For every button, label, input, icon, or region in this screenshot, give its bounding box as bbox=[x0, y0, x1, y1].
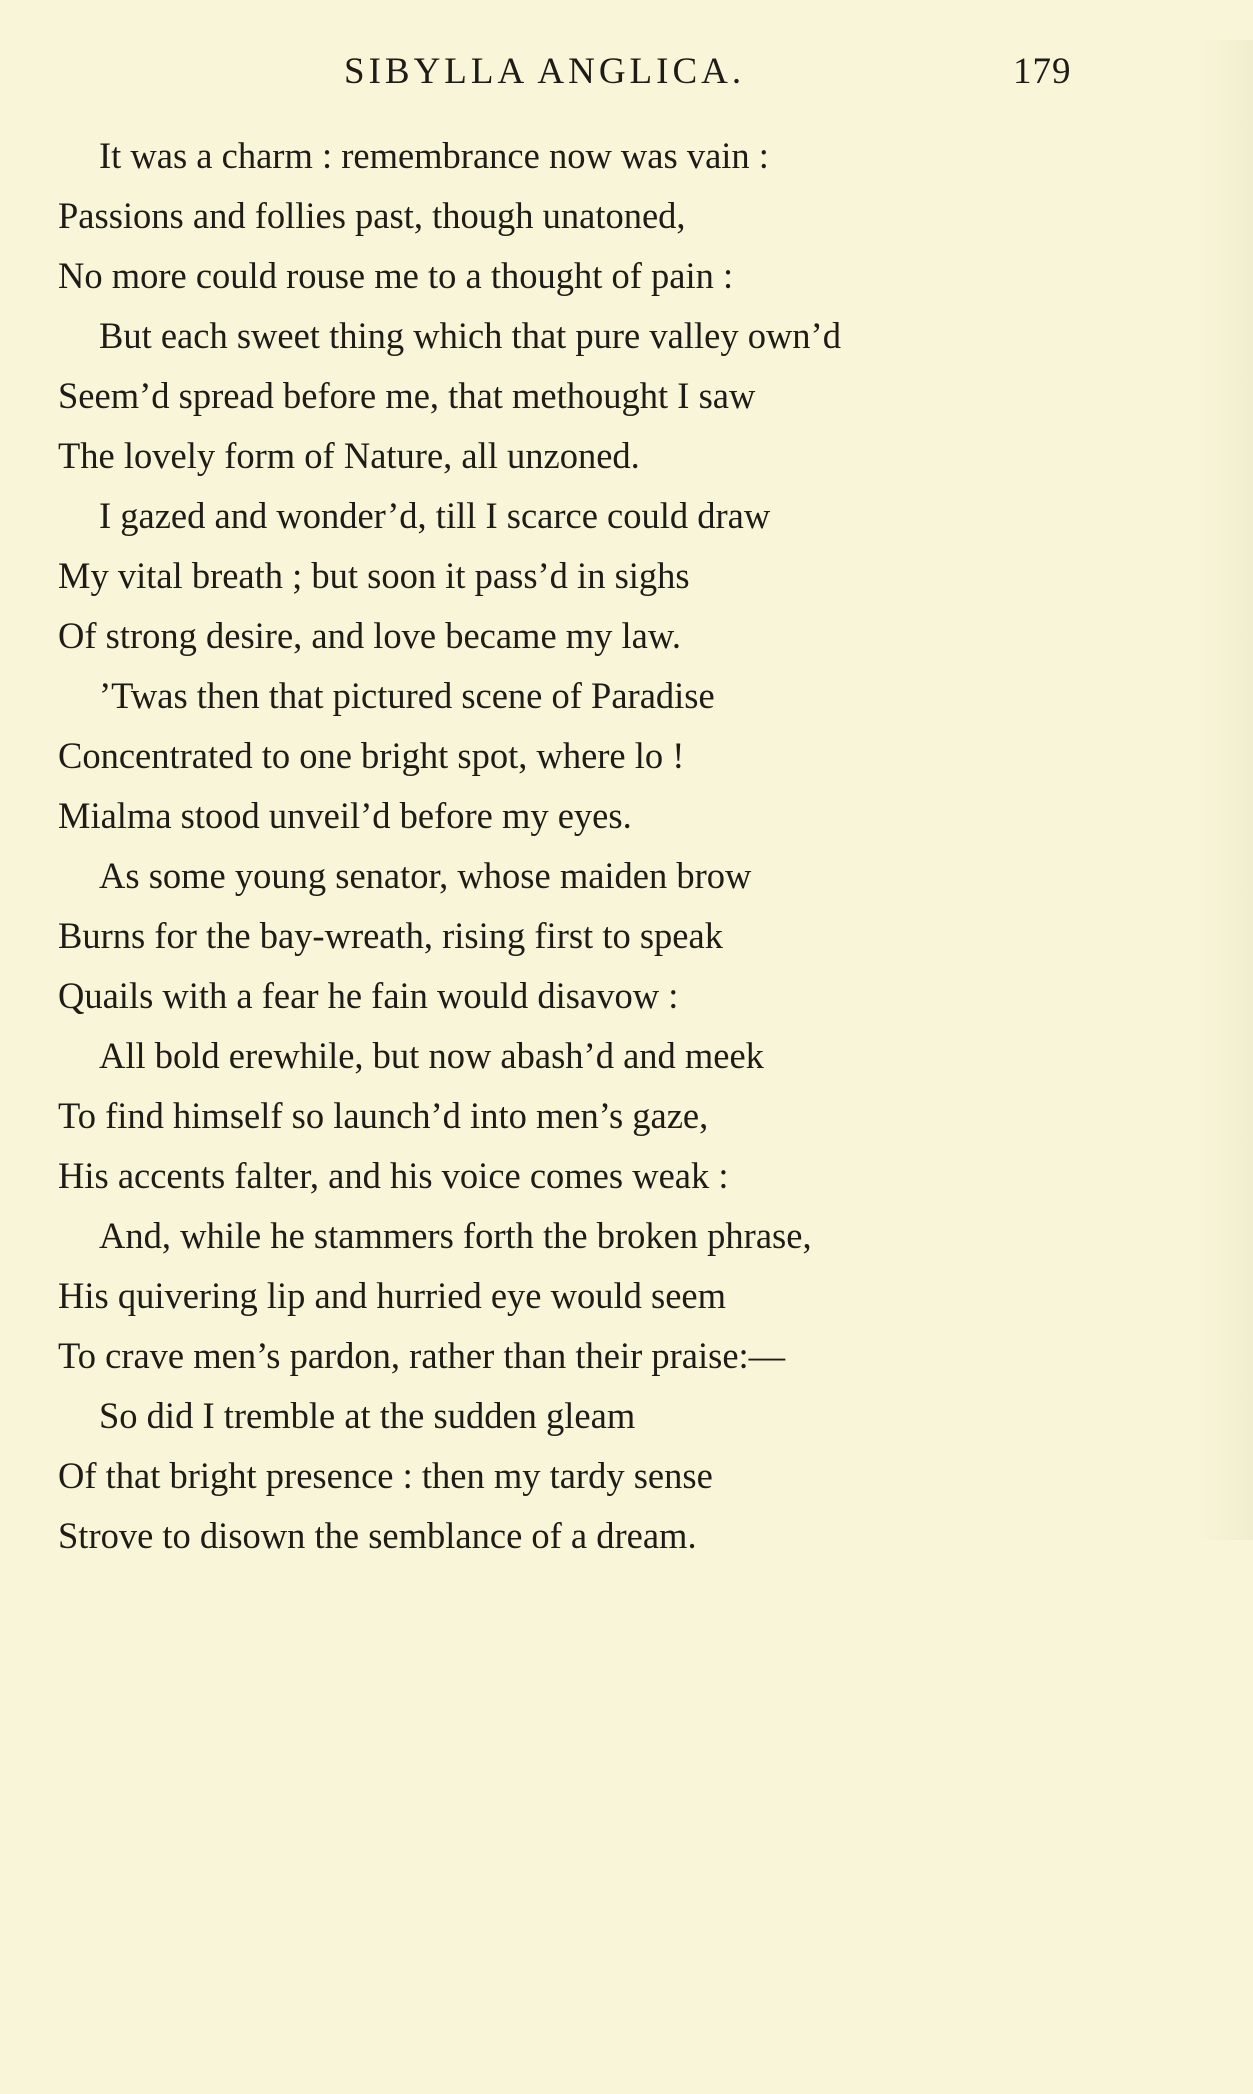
poem-line: Of that bright presence : then my tardy sense bbox=[58, 1455, 713, 1496]
poem-line: To find himself so launch’d into men’s gaze, bbox=[58, 1095, 709, 1136]
poem-line: Quails with a fear he fain would disavow : bbox=[58, 975, 679, 1016]
poem-line: To crave men’s pardon, rather than their praise:— bbox=[58, 1335, 786, 1376]
poem-line: Mialma stood unveil’d before my eyes. bbox=[58, 795, 632, 836]
poem-line: Concentrated to one bright spot, where lo ! bbox=[58, 735, 685, 776]
poem-line: His accents falter, and his voice comes weak : bbox=[58, 1155, 729, 1196]
poem-line: My vital breath ; but soon it pass’d in sighs bbox=[58, 555, 690, 596]
poem-line: The lovely form of Nature, all unzoned. bbox=[58, 435, 640, 476]
running-head bbox=[0, 42, 1253, 102]
poem-line: Seem’d spread before me, that methought I saw bbox=[58, 375, 756, 416]
poem-line: Burns for the bay-wreath, rising first to speak bbox=[58, 915, 723, 956]
facing-page-bleed bbox=[1200, 40, 1253, 1540]
poem-line: I gazed and wonder’d, till I scarce could draw bbox=[99, 495, 771, 536]
poem-line: So did I tremble at the sudden gleam bbox=[99, 1395, 636, 1436]
poem-line: Passions and follies past, though unatoned, bbox=[58, 195, 686, 236]
poem-line: ’Twas then that pictured scene of Paradise bbox=[99, 675, 715, 716]
poem-line: Of strong desire, and love became my law. bbox=[58, 615, 681, 656]
page-number: 179 bbox=[1013, 51, 1072, 92]
poem-line: Strove to disown the semblance of a dream. bbox=[58, 1515, 697, 1556]
poem-line: As some young senator, whose maiden brow bbox=[99, 855, 752, 896]
running-title: SIBYLLA ANGLICA. bbox=[344, 51, 746, 92]
poem-line: No more could rouse me to a thought of pain : bbox=[58, 255, 734, 296]
poem-line: His quivering lip and hurried eye would seem bbox=[58, 1275, 726, 1316]
poem-line: It was a charm : remembrance now was vain : bbox=[99, 135, 769, 176]
poem-line: All bold erewhile, but now abash’d and meek bbox=[99, 1035, 764, 1076]
poem-line: But each sweet thing which that pure valley own’d bbox=[99, 315, 841, 356]
poem-line: And, while he stammers forth the broken phrase, bbox=[99, 1215, 812, 1256]
